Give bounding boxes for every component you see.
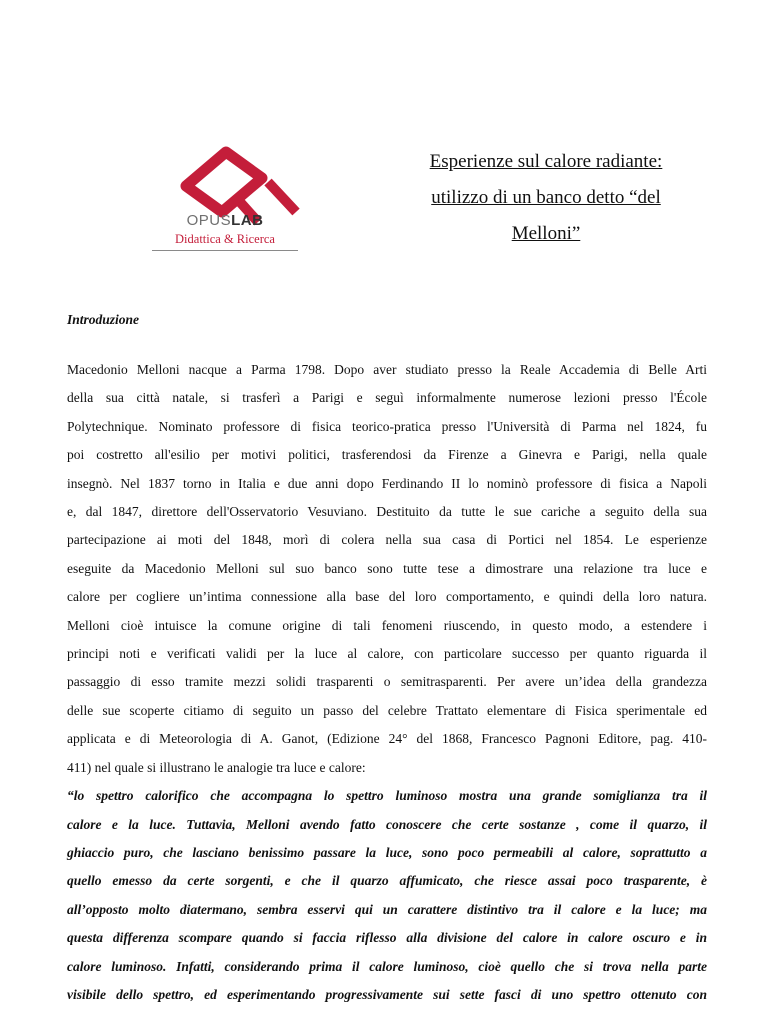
quote-line: calore e la luce. Tuttavia, Melloni avendo fatto conoscere che certe sostanze , come il quarzo, il [67,816,707,832]
quote-line: questa differenza scompare quando si faccia riflesso alla divisione del calore in calore oscuro e in [67,930,707,946]
text-line: insegnò. Nel 1837 torno in Italia e due anni dopo Ferdinando II lo nominò professore di fisica a Napoli [67,475,707,491]
quote-paragraph [67,782,707,1009]
logo-subtitle: Didattica & Ricerca [175,232,275,246]
section-heading: Introduzione [67,312,140,327]
quote-line: quello emesso da certe sorgenti, e che il quarzo affumicato, che riesce assai poco trasparente, è [67,873,707,889]
body-text [67,356,707,1009]
text-line: applicata e di Meteorologia di A. Ganot, (Edizione 24° del 1868, Francesco Pagnoni Editore, pag. 410- [67,731,707,747]
text-line: e, dal 1847, direttore dell'Osservatorio Vesuviano. Destituito da tutte le sue cariche a seguito della sua [67,504,707,520]
opuslab-logo [150,146,300,252]
quote-line: ghiaccio puro, che lasciano benissimo passare la luce, sono poco permeabili al calore, soprattutto a [67,844,707,860]
title-line: Esperienze sul calore radiante: [429,151,663,172]
logo-divider [152,250,298,251]
quote-line: all’opposto molto diatermano, sembra esservi qui un carattere distintivo tra il calore e la luce; ma [67,901,707,917]
text-line: Macedonio Melloni nacque a Parma 1798. Dopo aver studiato presso la Reale Accademia di Belle Arti [67,362,707,377]
intro-paragraph [67,356,707,782]
title-line: utilizzo di un banco detto “del [431,187,661,208]
text-line: Melloni cioè intuisce la comune origine di tali fenomeni riuscendo, in questo modo, a estendere i [67,617,707,633]
logo-wordmark: OPUSLAB [186,212,264,229]
text-line: eseguite da Macedonio Melloni sul suo banco sono tutte tese a dimostrare una relazione tra luce e [67,560,707,576]
quote-line: calore luminoso. Infatti, considerando prima il calore luminoso, cioè quello che si trova nella parte [67,958,707,974]
document-title [392,144,700,252]
quote-line: visibile dello spettro, ed esperimentando progressivamente sui sette fasci di uno spettro ottenuto con [67,986,707,1002]
text-line: partecipazione ai moti del 1848, morì di colera nella sua casa di Portici nel 1854. Le esperienze [67,532,707,548]
text-line: Polytechnique. Nominato professore di fisica teorico-pratica presso l'Università di Parma nel 1824, fu [67,418,707,434]
text-line: poi costretto all'esilio per motivi politici, trasferendosi da Firenze a Ginevra e Parigi, nella quale [67,447,707,463]
text-line: principi noti e verificati validi per la luce al calore, con particolare successo per quanto riguarda il [67,646,707,662]
text-line: 411) nel quale si illustrano le analogie tra luce e calore: [67,759,366,775]
text-line: passaggio di esso tramite mezzi solidi trasparenti o semitrasparenti. Per avere un’idea della grandezza [67,674,707,690]
text-line: delle sue scoperte citiamo di seguito un passo del celebre Trattato elementare di Fisica sperimentale ed [67,702,707,718]
text-line: della sua città natale, si trasferì a Parigi e seguì informalmente numerose lezioni presso l'École [67,390,707,406]
quote-line: “lo spettro calorifico che accompagna lo spettro luminoso mostra una grande somiglianza tra il [67,788,707,804]
title-line: Melloni” [511,223,581,244]
text-line: calore per cogliere un’intima connessione alla base del loro comportamento, e quindi della loro natura. [67,589,707,605]
